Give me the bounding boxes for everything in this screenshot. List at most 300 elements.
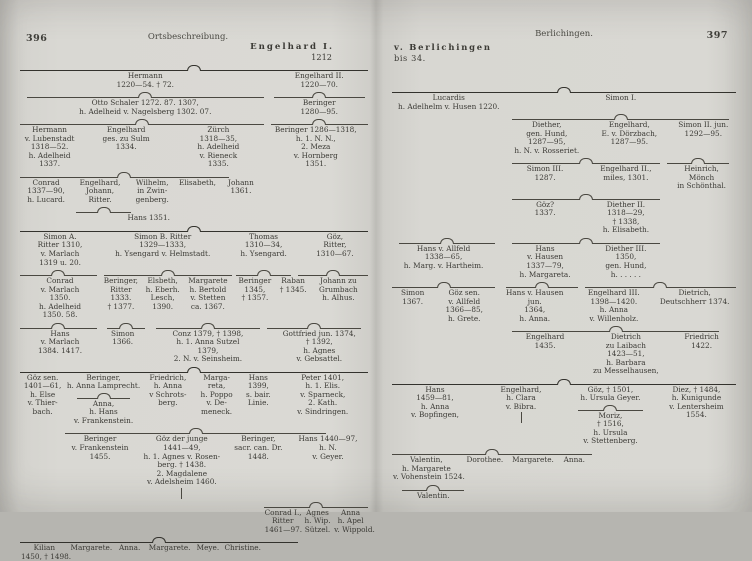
person-text-line: h. Apel	[337, 516, 364, 526]
brace-connector	[76, 207, 132, 213]
person-text-line: † 1345.	[279, 284, 307, 294]
tree-spacer	[495, 244, 505, 248]
person-text-line: Hans v. Allfeld	[416, 243, 471, 253]
person-text-line: berg. † 1438.	[157, 460, 207, 470]
person-entry	[79, 125, 173, 152]
person-text-line: h. 1. Elis.	[305, 381, 341, 391]
person-entry	[184, 276, 233, 311]
tree-spacer	[592, 455, 736, 459]
person-text-line: Dietrich,	[678, 288, 711, 298]
person-text-line: Margarete	[188, 276, 228, 286]
person-entry	[653, 288, 736, 306]
tree-spacer	[392, 164, 506, 168]
person-entry	[173, 125, 263, 169]
tree-spacer	[475, 491, 736, 495]
person-text-line: reta,	[207, 381, 226, 391]
person-text-line: Lucardis	[432, 93, 465, 102]
person-text-line: h. Barbara	[606, 357, 646, 367]
person-text-line: Elsbeth,	[147, 276, 178, 286]
person-text-line: 1338—65,	[424, 252, 463, 262]
brace-connector	[392, 87, 736, 93]
person-text-line: 1292—95.	[684, 128, 723, 138]
person-entry	[392, 385, 478, 420]
person-text-line: Ritter.	[88, 194, 112, 204]
brace-connector	[20, 367, 368, 373]
person-text-line: 1441—49,	[163, 443, 201, 452]
person-entry	[288, 434, 368, 461]
brace-connector	[77, 393, 131, 399]
tree-spacer	[392, 332, 506, 336]
person-text-line: 1280—95.	[300, 106, 338, 116]
brace-connector	[20, 270, 97, 276]
person-text-line: Valentin,	[410, 455, 443, 464]
person-text-line: Kilian	[33, 543, 56, 553]
person-entry	[194, 373, 239, 417]
person-text-line: v. Marlach	[40, 248, 80, 258]
person-text-line: Heinrich,	[684, 164, 719, 174]
person-entry	[564, 385, 657, 446]
person-entry	[585, 244, 668, 279]
brace-connector	[27, 92, 264, 98]
person-text-line: 1398—1420.	[590, 296, 638, 306]
tree-spacer	[20, 213, 97, 217]
tree-row	[392, 281, 736, 323]
person-entry	[271, 71, 368, 89]
left-running-header: Ortsbeschreibung.	[147, 32, 229, 42]
person-text-line: Agnes	[306, 507, 329, 517]
person-text-line: genberg.	[135, 194, 169, 204]
person-text-line: Raban	[281, 276, 305, 286]
person-text-line: h. Poppo	[200, 389, 233, 399]
person-entry	[271, 329, 368, 364]
person-text-line: 1351.	[305, 159, 327, 169]
person-text-line: h. Adelhelm v. Husen 1220.	[398, 101, 500, 111]
person-entry	[69, 543, 114, 553]
person-entry	[145, 329, 270, 364]
person-entry	[277, 276, 308, 294]
person-text-line: Engelhard	[525, 332, 565, 342]
person-entry	[667, 164, 736, 191]
person-entry	[478, 385, 564, 424]
person-text-line: Margarete.	[70, 543, 113, 553]
tree-row	[20, 269, 368, 320]
person-entry	[232, 276, 277, 303]
tree-row	[392, 378, 736, 446]
brace-connector	[20, 119, 264, 125]
person-text-line: Johann zu	[320, 276, 357, 286]
person-text-line: Göz sen.	[448, 288, 480, 298]
person-text-line: 1337—79,	[526, 260, 564, 270]
person-text-line: 1350. 58.	[42, 310, 78, 320]
person-entry	[585, 164, 668, 182]
person-text-line: h. Anna.	[519, 313, 551, 323]
person-text-line: h. Kunigunde	[671, 393, 722, 403]
person-text-line: Sützel.	[304, 524, 331, 534]
person-text-line: h. Clara	[506, 393, 536, 403]
person-text-line: Simon B. Ritter	[134, 231, 192, 241]
person-text-line: Anna.	[563, 455, 585, 464]
tree-spacer	[667, 200, 736, 204]
person-text-line: v. Rieneck	[199, 150, 238, 160]
person-text-line: 1310—67.	[316, 248, 354, 258]
person-entry	[65, 434, 135, 461]
person-text-line: Conz 1379, † 1398,	[172, 328, 244, 338]
person-text-line: ca. 1367.	[190, 301, 225, 311]
person-text-line: Dietrich	[610, 332, 641, 342]
person-text-line: h. Grete.	[447, 313, 481, 323]
tree-row	[392, 448, 736, 482]
person-text-line: Diether III.	[605, 243, 647, 253]
person-text-line: gen. Hund,	[526, 128, 568, 138]
brace-connector	[512, 326, 718, 332]
person-text-line: Anna.	[118, 543, 141, 553]
brace-connector	[512, 194, 660, 200]
person-text-line: 1401—61,	[23, 381, 62, 391]
person-text-line: 1318—29,	[607, 208, 645, 218]
person-text-line: Mönch	[688, 172, 715, 182]
tree-row	[20, 91, 368, 116]
tree-row	[20, 536, 368, 561]
tree-row	[20, 225, 368, 267]
person-text-line: Wilhelm,	[135, 177, 169, 187]
family-name-line2: bis 34.	[394, 53, 426, 63]
person-text-line: Ritter	[271, 516, 294, 526]
person-text-line: Christine.	[224, 543, 261, 553]
person-text-line: Linie.	[247, 398, 269, 408]
person-text-line: 1287.	[534, 172, 556, 182]
person-text-line: v. Lubenstadt	[24, 133, 75, 143]
tree-row	[20, 366, 368, 426]
person-text-line: h. . . . . .	[610, 269, 641, 279]
person-text-line: ges. zu Sulm	[102, 133, 150, 143]
person-text-line: Hans 1440—97,	[298, 434, 358, 444]
person-entry	[506, 332, 585, 350]
person-text-line: Hans	[248, 372, 268, 382]
person-text-line: Lesch,	[150, 293, 175, 303]
person-text-line: 1350.	[49, 293, 71, 303]
person-entry	[194, 543, 222, 553]
person-text-line: 1384. 1417.	[37, 345, 83, 355]
person-entry	[667, 332, 736, 350]
person-text-line: v. Hornberg	[293, 150, 338, 160]
person-entry	[392, 93, 506, 111]
person-entry	[671, 120, 736, 138]
tree-row	[392, 484, 736, 501]
tree-row	[20, 64, 368, 89]
person-entry	[302, 232, 368, 259]
person-text-line: 1310—34,	[244, 240, 283, 250]
person-text-line: h. Lucard.	[27, 194, 65, 204]
person-text-line: 1390.	[152, 301, 174, 311]
person-entry	[239, 373, 277, 408]
person-text-line: v. Lentersheim	[669, 401, 724, 411]
person-text-line: Margarete.	[148, 543, 191, 553]
person-text-line: Friedrich,	[149, 372, 187, 382]
brace-connector	[578, 405, 643, 411]
person-text-line: Beringer 1286—1318,	[274, 125, 357, 135]
person-entry	[392, 455, 465, 482]
person-entry	[557, 455, 591, 465]
person-text-line: Johann	[228, 177, 254, 187]
brace-connector	[156, 323, 260, 329]
person-text-line: Engelhard III.	[587, 288, 640, 298]
person-text-line: Beringer	[83, 434, 117, 444]
person-text-line: v. Marlach	[40, 284, 80, 294]
person-text-line: h. Anna Lamprecht.	[66, 381, 141, 391]
person-text-line: Hermann	[32, 125, 67, 135]
person-text-line: 2. Magdalene	[156, 468, 208, 478]
person-text-line: h. Agnes	[303, 345, 336, 355]
person-text-line: 2. N. v. Seinsheim.	[173, 354, 243, 364]
person-entry	[309, 276, 368, 303]
person-text-line: Göz der junge	[155, 434, 208, 444]
person-text-line: v. Sparneck,	[300, 389, 346, 399]
person-text-line: Beringer	[238, 276, 272, 286]
person-entry	[506, 120, 589, 155]
brace-connector	[20, 537, 298, 543]
brace-connector	[20, 226, 368, 232]
person-text-line: Hans v. Hausen	[505, 288, 564, 298]
person-text-line: h. 1. Agnes v. Rosen-	[143, 451, 221, 461]
person-text-line: v. Frankenstein.	[73, 415, 134, 425]
person-text-line: 1422.	[691, 340, 713, 350]
person-text-line: in Zwin-	[137, 186, 168, 196]
person-text-line: 1350,	[615, 252, 637, 262]
tree-row	[392, 113, 736, 155]
person-entry	[128, 178, 177, 205]
right-page-number: 397	[706, 30, 728, 41]
person-text-line: Beringer,	[86, 372, 121, 382]
person-text-line: Engelhard,	[500, 384, 542, 394]
tree-spacer	[20, 434, 65, 438]
family-name-line1: v. Berlichingen	[394, 42, 492, 52]
person-text-line: jun.	[527, 296, 542, 306]
brace-connector	[104, 270, 233, 276]
person-entry	[100, 276, 142, 311]
brace-connector	[274, 92, 364, 98]
person-text-line: Beringer,	[103, 276, 138, 286]
tree-row	[392, 86, 736, 111]
brace-connector	[402, 485, 464, 491]
person-text-line: Meye.	[196, 543, 220, 553]
person-text-line: Grumbach	[319, 284, 358, 294]
person-text-line: h. Anna	[153, 381, 183, 391]
root-person-year: 1212	[311, 52, 332, 62]
person-text-line: 1366—85,	[445, 305, 483, 315]
person-text-line: v. Stettenberg.	[583, 436, 638, 446]
person-entry	[20, 125, 79, 169]
person-text-line: † 1338,	[612, 216, 640, 226]
left-page-number: 396	[26, 33, 48, 44]
brace-connector	[392, 449, 592, 455]
person-text-line: Simon III.	[526, 164, 564, 174]
brace-connector	[506, 282, 578, 288]
person-text-line: Hans	[425, 384, 445, 394]
person-entry	[506, 93, 736, 103]
person-entry	[574, 288, 653, 323]
person-entry	[392, 244, 495, 271]
tree-spacer	[264, 543, 368, 547]
person-entry	[461, 455, 509, 465]
person-text-line: Simon II. jun.	[678, 120, 729, 130]
person-text-line: Moriz,	[598, 410, 623, 420]
brace-connector	[512, 238, 660, 244]
person-text-line: h. Anna	[420, 401, 450, 411]
person-text-line: Göz, † 1501,	[587, 384, 634, 394]
person-entry	[222, 543, 264, 553]
tree-row	[20, 206, 368, 223]
person-text-line: h. 1. N. N.,	[295, 133, 336, 143]
person-entry	[145, 543, 194, 553]
person-text-line: 1367.	[402, 296, 424, 306]
person-text-line: Thomas	[249, 231, 279, 241]
person-text-line: Beringer	[302, 98, 336, 108]
person-text-line: h. N. v. Rosseriet.	[514, 145, 580, 155]
person-text-line: Diether,	[532, 120, 562, 130]
person-entry	[506, 164, 585, 182]
person-text-line: h. Alhus.	[322, 293, 355, 303]
person-text-line: 1335.	[207, 159, 229, 169]
person-text-line: h. Adelheid	[28, 150, 71, 160]
person-text-line: Engelhard II.	[294, 71, 344, 80]
person-text-line: h. Anna	[599, 305, 629, 315]
brace-connector	[267, 323, 361, 329]
person-text-line: Margarete.	[512, 455, 554, 464]
person-entry	[20, 276, 100, 320]
brace-connector	[20, 65, 368, 71]
person-text-line: v. Thier-	[27, 398, 58, 408]
person-text-line: v. Gebsattel.	[296, 354, 343, 364]
person-text-line: h. Elisabeth.	[602, 225, 650, 235]
person-text-line: 1450, † 1498.	[21, 551, 72, 561]
person-text-line: 1287—95.	[610, 137, 649, 147]
person-text-line: 1461—97.	[264, 524, 303, 534]
brace-connector	[65, 428, 326, 434]
person-entry	[20, 543, 72, 561]
person-text-line: h. Adelheid	[39, 301, 81, 311]
brace-connector	[236, 270, 292, 276]
person-entry	[20, 232, 100, 267]
person-text-line: Conrad	[46, 276, 74, 286]
person-entry	[264, 125, 368, 169]
person-text-line: † 1357.	[241, 293, 269, 303]
tree-spacer	[20, 508, 264, 512]
person-entry	[100, 329, 145, 347]
tree-spacer	[392, 120, 506, 124]
person-text-line: Ritter,	[323, 240, 347, 250]
person-text-line: 1361.	[230, 186, 252, 196]
person-entry	[277, 373, 367, 417]
tree-row	[20, 118, 368, 169]
person-text-line: Anna,	[92, 398, 115, 408]
person-text-line: h. 1. Anna Sutzel	[176, 337, 240, 347]
person-text-line: h. N.	[319, 443, 337, 452]
person-text-line: h. Margarete	[402, 463, 451, 473]
person-entry	[97, 213, 201, 223]
person-text-line: Hans	[535, 243, 555, 253]
brace-connector	[298, 270, 368, 276]
person-text-line: h. Adelheid v. Nagelsberg 1302. 07.	[79, 106, 212, 116]
person-text-line: Gottfried jun. 1374,	[282, 328, 356, 338]
person-text-line: Otto Schaler 1272. 87. 1307,	[91, 98, 199, 108]
person-text-line: bach.	[32, 406, 53, 416]
person-text-line: v. Wippold.	[334, 524, 375, 534]
person-text-line: Göz?	[536, 199, 555, 209]
person-entry	[506, 200, 585, 218]
person-text-line: 1337—90,	[27, 186, 65, 196]
brace-connector	[20, 323, 97, 329]
person-entry	[20, 178, 72, 205]
person-text-line: zu Messelhausen,	[593, 366, 659, 376]
person-text-line: v. Marlach	[40, 337, 80, 347]
person-text-line: † 1392,	[305, 337, 333, 347]
tree-spacer	[392, 200, 506, 204]
right-genealogy-tree	[392, 84, 736, 500]
person-text-line: Hans 1351.	[127, 213, 170, 223]
person-entry	[585, 200, 668, 235]
person-text-line: 1448.	[247, 451, 269, 461]
left-genealogy-tree	[20, 62, 375, 561]
person-text-line: 1220—54. † 72.	[116, 79, 174, 89]
person-entry	[509, 455, 557, 465]
person-text-line: 1379,	[197, 345, 219, 355]
person-text-line: h. Ysengard.	[240, 248, 287, 258]
person-text-line: Peter 1401,	[301, 372, 345, 382]
person-text-line: Engelhard,	[79, 177, 121, 187]
tree-row	[392, 193, 736, 235]
person-text-line: Beringer,	[241, 434, 276, 444]
brace-connector	[392, 379, 736, 385]
person-text-line: 1455.	[89, 451, 111, 461]
person-text-line: 1333.	[110, 293, 132, 303]
person-text-line: Diether II.	[606, 199, 646, 209]
person-text-line: Valentin.	[416, 490, 450, 500]
person-text-line: Elisabeth,	[178, 177, 216, 187]
person-text-line: miles, 1301.	[603, 172, 649, 182]
brace-connector	[271, 119, 368, 125]
tree-spacer	[201, 213, 368, 217]
person-text-line: 1337.	[534, 208, 556, 218]
person-entry	[392, 491, 475, 501]
person-entry	[135, 434, 229, 498]
person-entry	[72, 178, 128, 205]
person-text-line: v. Sindringen.	[297, 406, 349, 416]
person-text-line: Friedrich	[684, 332, 719, 342]
person-text-line: 2. Kath.	[308, 398, 338, 408]
person-text-line: 1318—52.	[30, 142, 69, 152]
root-person-name: Engelhard I.	[250, 42, 334, 52]
tree-row	[20, 171, 368, 205]
person-text-line: v Schrots-	[149, 389, 187, 399]
person-text-line: 1399,	[247, 381, 269, 391]
person-text-line: Conrad I.,	[264, 507, 302, 517]
person-text-line: 1287—95,	[528, 137, 566, 147]
person-text-line: v. Vohenstein 1524.	[393, 472, 465, 482]
person-text-line: Anna	[341, 507, 361, 517]
brace-connector	[512, 158, 660, 164]
person-text-line: zu Laibach	[605, 340, 646, 350]
tree-row	[392, 325, 736, 376]
person-text-line: † 1377.	[107, 301, 135, 311]
person-text-line: † 1516,	[597, 419, 624, 429]
person-text-line: Dorothee.	[466, 455, 504, 464]
person-entry	[271, 98, 368, 116]
person-text-line: v. Hausen	[527, 252, 564, 262]
brace-connector	[20, 172, 229, 178]
person-text-line: Ritter	[110, 284, 132, 294]
person-entry	[177, 178, 219, 188]
person-text-line: v. Bibra.	[505, 401, 537, 411]
